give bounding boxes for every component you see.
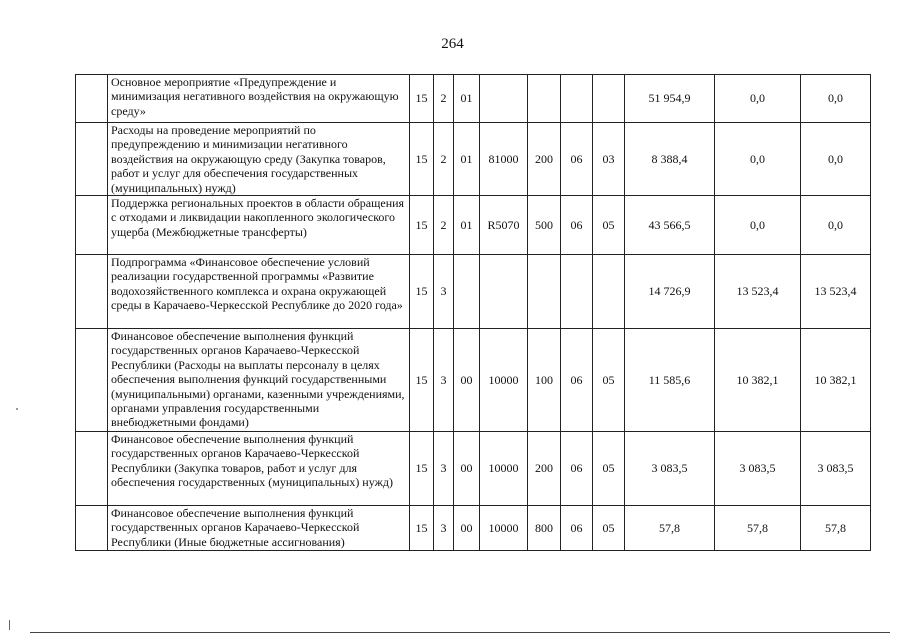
table-row [76, 255, 871, 329]
code-cell: 06 [561, 329, 593, 432]
code-cell: R5070 [480, 196, 528, 255]
code-cell: 15 [410, 329, 434, 432]
code-cell: 3 [434, 255, 454, 329]
amount-cell: 13 523,4 [801, 255, 871, 329]
blank-cell [76, 255, 108, 329]
code-cell [528, 75, 561, 123]
amount-cell: 10 382,1 [715, 329, 801, 432]
code-cell: 06 [561, 432, 593, 506]
amount-cell: 57,8 [715, 506, 801, 551]
code-cell: 10000 [480, 329, 528, 432]
row-name: Поддержка региональных проектов в области обращения с отходами и ликвидации накопленного экологического ущерба (Межбюджетные трансферты) [108, 196, 410, 255]
amount-cell: 51 954,9 [625, 75, 715, 123]
amount-cell: 0,0 [801, 123, 871, 196]
code-cell: 10000 [480, 432, 528, 506]
blank-cell [76, 196, 108, 255]
row-name: Расходы на проведение мероприятий по предупреждению и минимизации негативного воздействия на окружающую среду (Закупка товаров, работ и услуг для обеспечения государственных (муниципальных) нужд) [108, 123, 410, 196]
code-cell: 06 [561, 506, 593, 551]
code-cell [528, 255, 561, 329]
code-cell: 2 [434, 123, 454, 196]
code-cell [561, 255, 593, 329]
blank-cell [76, 329, 108, 432]
scan-speck [16, 408, 18, 410]
code-cell: 81000 [480, 123, 528, 196]
table-row [76, 506, 871, 551]
blank-cell [76, 432, 108, 506]
amount-cell: 3 083,5 [801, 432, 871, 506]
code-cell: 200 [528, 432, 561, 506]
code-cell: 05 [593, 329, 625, 432]
scan-speck [9, 620, 10, 630]
row-name: Финансовое обеспечение выполнения функций государственных органов Карачаево-Черкесской Республики (Иные бюджетные ассигнования) [108, 506, 410, 551]
code-cell: 00 [454, 506, 480, 551]
code-cell: 15 [410, 506, 434, 551]
table-row [76, 123, 871, 196]
code-cell: 500 [528, 196, 561, 255]
row-name: Финансовое обеспечение выполнения функций государственных органов Карачаево-Черкесской Республики (Закупка товаров, работ и услуг для обеспечения государственных (муниципальных) нужд) [108, 432, 410, 506]
code-cell: 3 [434, 432, 454, 506]
code-cell: 2 [434, 196, 454, 255]
amount-cell: 14 726,9 [625, 255, 715, 329]
code-cell: 15 [410, 255, 434, 329]
code-cell: 01 [454, 196, 480, 255]
code-cell [454, 255, 480, 329]
budget-table [75, 74, 871, 551]
code-cell: 3 [434, 329, 454, 432]
code-cell [561, 75, 593, 123]
code-cell: 03 [593, 123, 625, 196]
code-cell: 05 [593, 196, 625, 255]
amount-cell: 43 566,5 [625, 196, 715, 255]
code-cell: 05 [593, 432, 625, 506]
amount-cell: 57,8 [801, 506, 871, 551]
code-cell [593, 255, 625, 329]
page-number: 264 [441, 36, 464, 52]
code-cell [480, 255, 528, 329]
amount-cell: 3 083,5 [625, 432, 715, 506]
code-cell: 15 [410, 75, 434, 123]
table-row [76, 432, 871, 506]
amount-cell: 0,0 [715, 196, 801, 255]
code-cell: 05 [593, 506, 625, 551]
amount-cell: 0,0 [801, 75, 871, 123]
table-row [76, 329, 871, 432]
amount-cell: 0,0 [715, 123, 801, 196]
blank-cell [76, 506, 108, 551]
amount-cell: 13 523,4 [715, 255, 801, 329]
amount-cell: 0,0 [715, 75, 801, 123]
code-cell: 01 [454, 75, 480, 123]
row-name: Основное мероприятие «Предупреждение и минимизация негативного воздействия на окружающую среду» [108, 75, 410, 123]
code-cell: 00 [454, 329, 480, 432]
amount-cell: 57,8 [625, 506, 715, 551]
amount-cell: 0,0 [801, 196, 871, 255]
code-cell: 15 [410, 123, 434, 196]
code-cell: 15 [410, 196, 434, 255]
amount-cell: 3 083,5 [715, 432, 801, 506]
row-name: Подпрограмма «Финансовое обеспечение условий реализации государственной программы «Развитие водохозяйственного комплекса и охрана окружающей среды в Карачаево-Черкесской Республике до 2020 года» [108, 255, 410, 329]
code-cell: 200 [528, 123, 561, 196]
code-cell [593, 75, 625, 123]
code-cell: 01 [454, 123, 480, 196]
amount-cell: 8 388,4 [625, 123, 715, 196]
table-row [76, 196, 871, 255]
amount-cell: 10 382,1 [801, 329, 871, 432]
blank-cell [76, 123, 108, 196]
code-cell [480, 75, 528, 123]
table-row [76, 75, 871, 123]
code-cell: 15 [410, 432, 434, 506]
code-cell: 100 [528, 329, 561, 432]
blank-cell [76, 75, 108, 123]
amount-cell: 11 585,6 [625, 329, 715, 432]
bottom-rule [30, 632, 890, 633]
code-cell: 10000 [480, 506, 528, 551]
code-cell: 06 [561, 196, 593, 255]
code-cell: 2 [434, 75, 454, 123]
code-cell: 800 [528, 506, 561, 551]
code-cell: 00 [454, 432, 480, 506]
code-cell: 3 [434, 506, 454, 551]
code-cell: 06 [561, 123, 593, 196]
row-name: Финансовое обеспечение выполнения функций государственных органов Карачаево-Черкесской Республики (Расходы на выплаты персоналу в целях обеспечения выполнения функций государственными (муниципальными) органами, казенными учреждениями, органами управления государственными внебюджетными фондами) [108, 329, 410, 432]
